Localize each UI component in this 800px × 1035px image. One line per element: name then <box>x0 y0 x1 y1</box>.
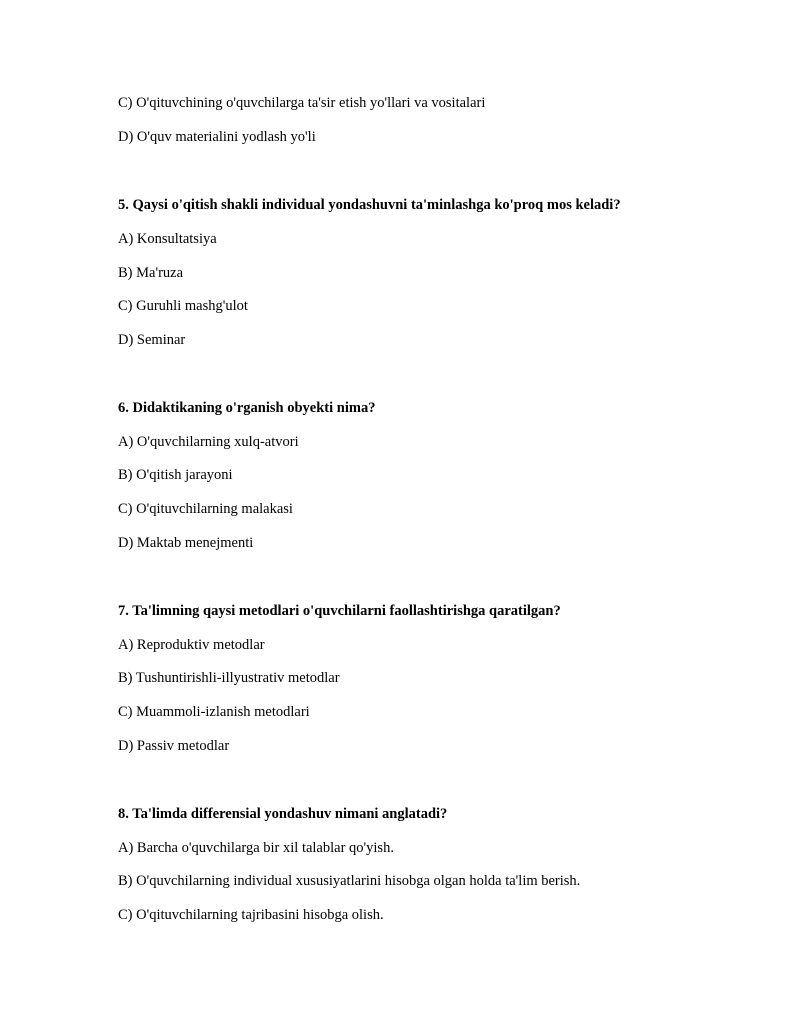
answer-option: A) O'quvchilarning xulq-atvori <box>118 434 299 450</box>
answer-option: B) Tushuntirishli-illyustrativ metodlar <box>118 670 340 686</box>
question-6-text: 6. Didaktikaning o'rganish obyekti nima? <box>118 400 376 416</box>
answer-option: C) Muammoli-izlanish metodlari <box>118 704 310 720</box>
answer-option: A) Konsultatsiya <box>118 231 217 247</box>
answer-option: A) Barcha o'quvchilarga bir xil talablar qo'yish. <box>118 840 394 856</box>
answer-option: D) Maktab menejmenti <box>118 535 254 551</box>
answer-option: D) Seminar <box>118 332 186 348</box>
answer-option: D) Passiv metodlar <box>118 738 230 754</box>
answer-option: C) O'qituvchining o'quvchilarga ta'sir etish yo'llari va vositalari <box>118 95 486 111</box>
answer-option: B) O'qitish jarayoni <box>118 467 233 483</box>
answer-option: B) Ma'ruza <box>118 265 184 281</box>
question-7-text: 7. Ta'limning qaysi metodlari o'quvchilarni faollashtirishga qaratilgan? <box>118 603 561 619</box>
question-8-text: 8. Ta'limda differensial yondashuv nimani anglatadi? <box>118 806 448 822</box>
answer-option: C) O'qituvchilarning malakasi <box>118 501 293 517</box>
answer-option: C) Guruhli mashg'ulot <box>118 298 248 314</box>
answer-option: B) O'quvchilarning individual xususiyatlarini hisobga olgan holda ta'lim berish. <box>118 873 581 889</box>
question-5-text: 5. Qaysi o'qitish shakli individual yondashuvni ta'minlashga ko'proq mos keladi? <box>118 197 621 213</box>
answer-option: C) O'qituvchilarning tajribasini hisobga olish. <box>118 907 384 923</box>
answer-option: D) O'quv materialini yodlash yo'li <box>118 129 316 145</box>
answer-option: A) Reproduktiv metodlar <box>118 637 265 653</box>
